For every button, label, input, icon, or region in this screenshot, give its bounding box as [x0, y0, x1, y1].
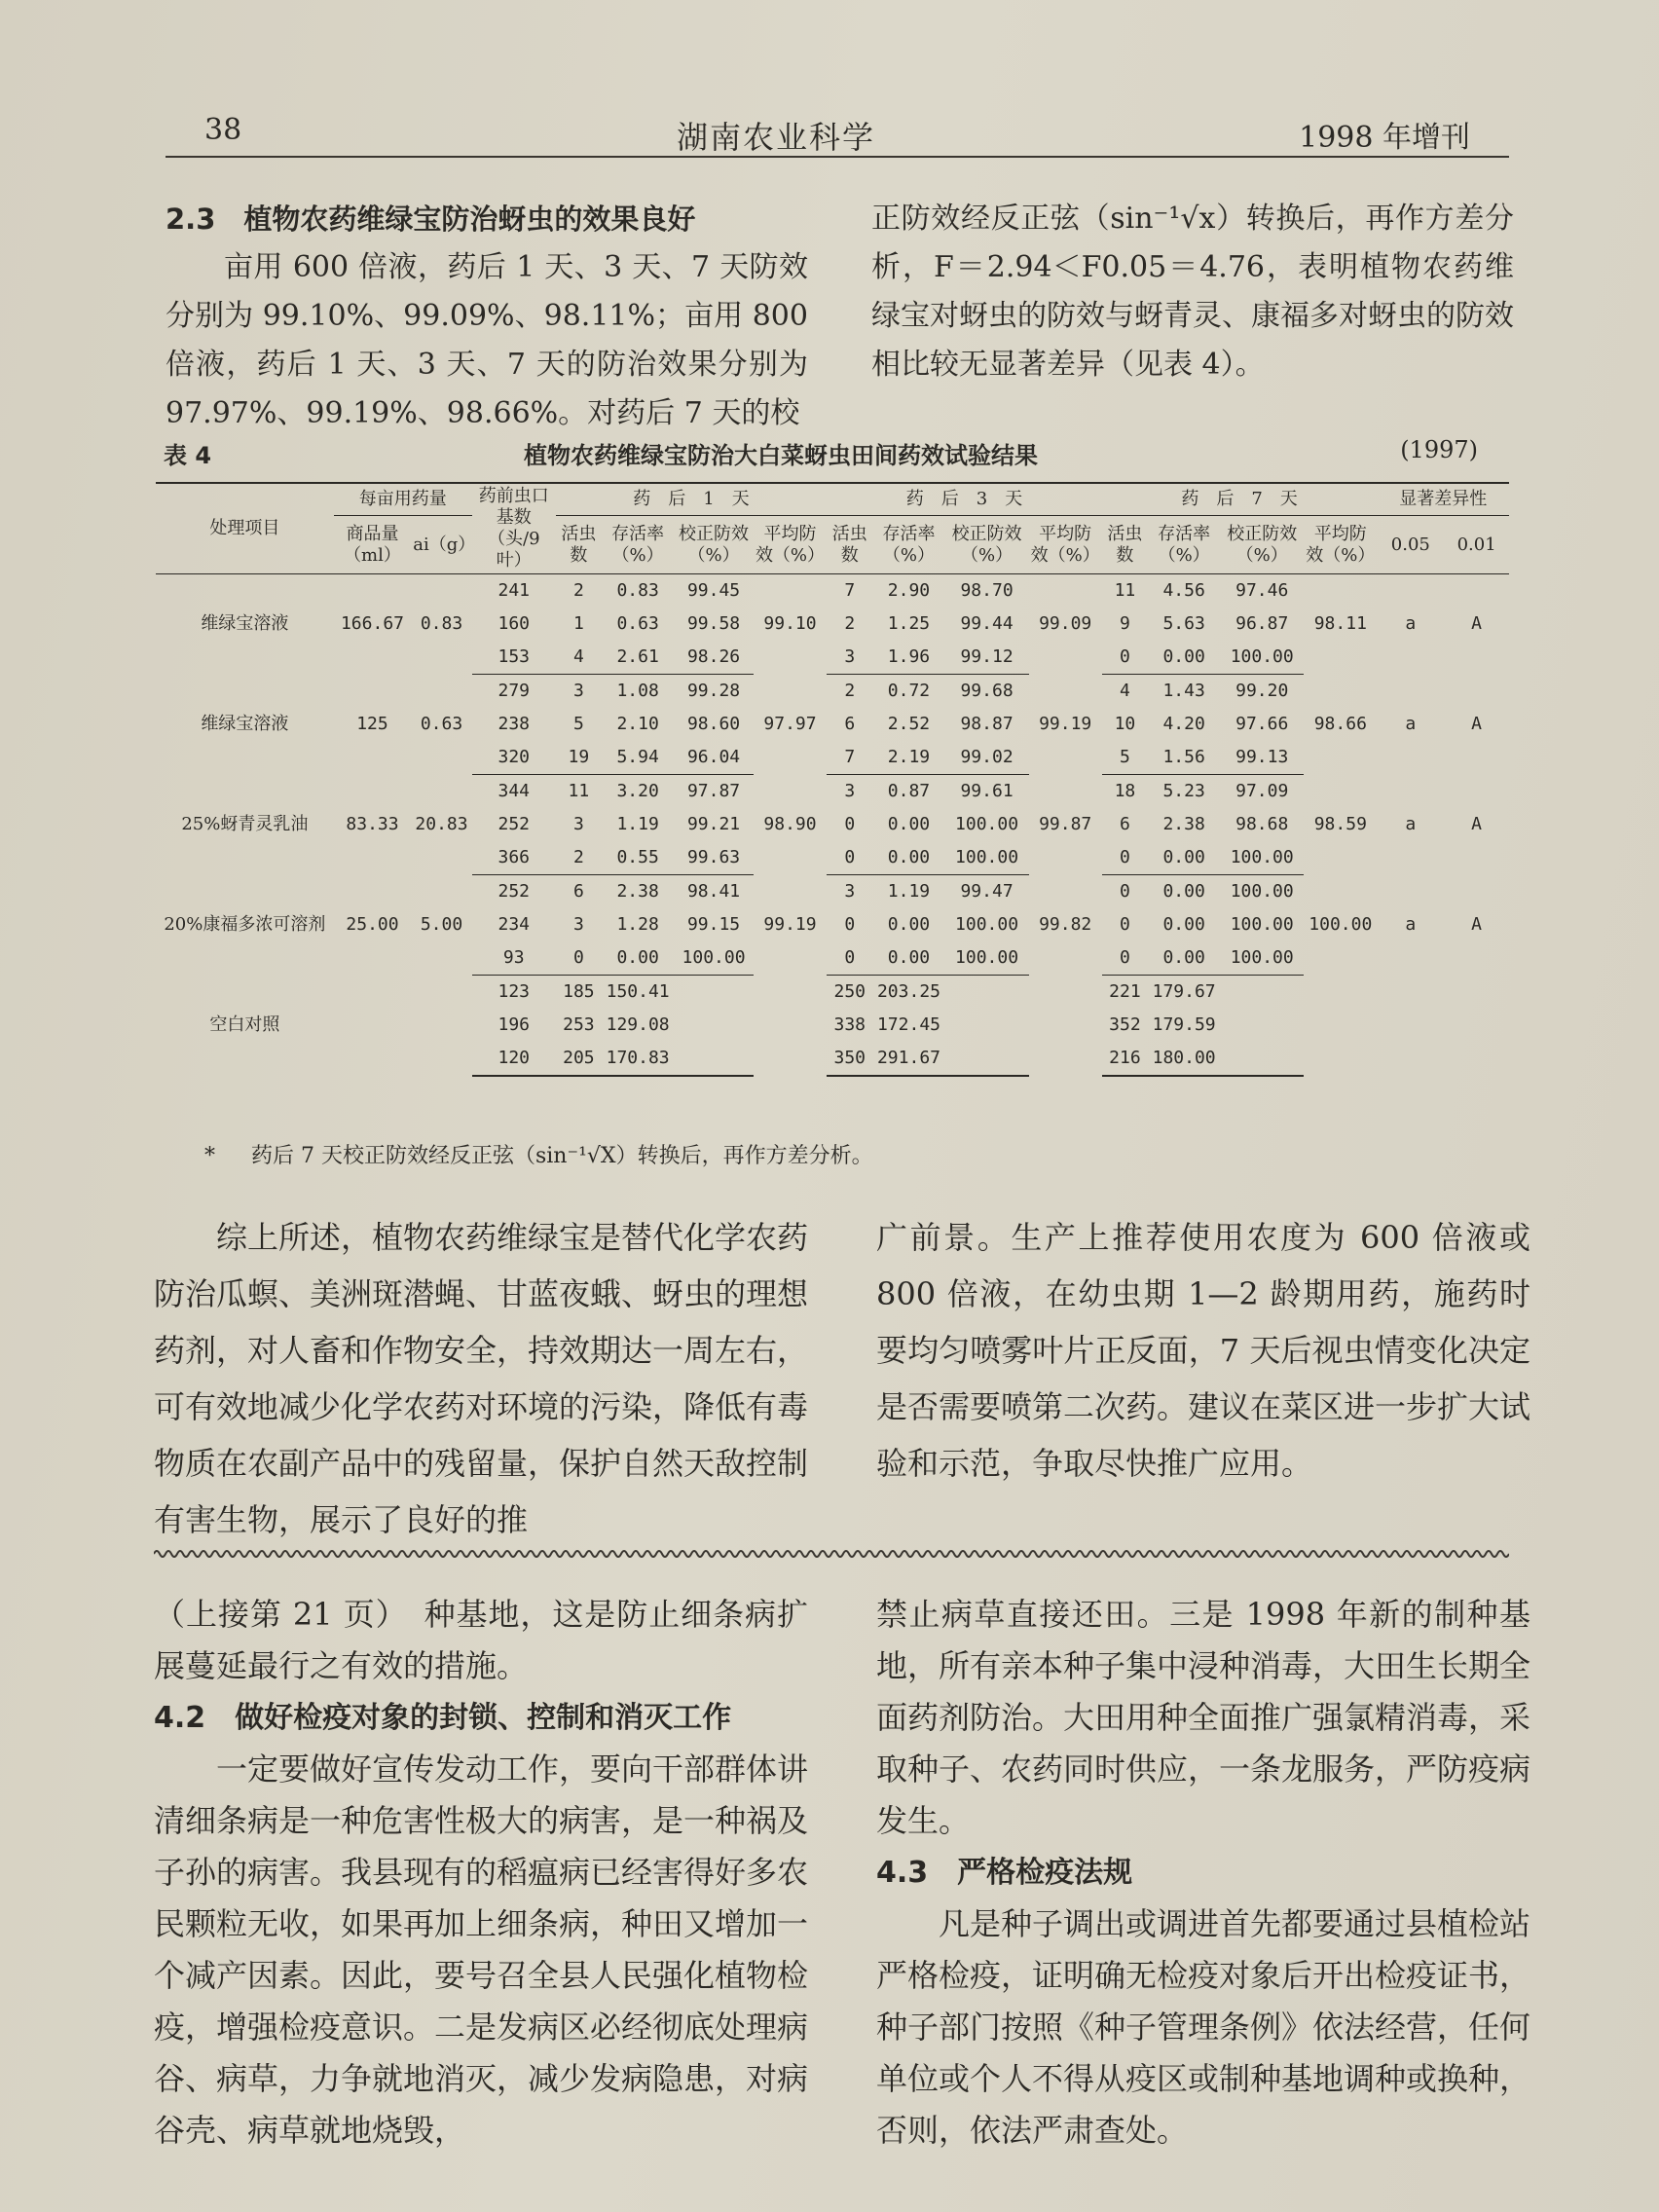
dose-ai: 0.63: [420, 714, 463, 734]
continued-intro: （上接第 21 页） 种基地，这是防止细条病扩展蔓延最行之有效的措施。: [154, 1596, 808, 1684]
d1-live: 253: [563, 1014, 595, 1035]
significance-005: a: [1405, 914, 1417, 935]
d1-average: [754, 976, 827, 1077]
header-d1-corrected: 校正防效（%）: [679, 523, 750, 566]
pre-count: 320: [472, 741, 556, 775]
d7-corrected: 99.20: [1235, 681, 1289, 701]
d1-live: 4: [556, 641, 602, 675]
d3-survival: 0.00: [887, 814, 931, 834]
d7-average: 98.11: [1313, 613, 1367, 635]
d1-corrected: 99.45: [686, 580, 741, 601]
d7-corrected: 100.00: [1220, 841, 1304, 875]
d1-corrected: 100.00: [674, 941, 754, 976]
d3-corrected: 99.47: [960, 881, 1014, 902]
d1-survival: 0.55: [602, 841, 674, 875]
significance-001: [1444, 976, 1509, 1077]
d7-survival: 4.20: [1162, 714, 1205, 734]
d1-corrected: 98.41: [686, 881, 741, 902]
conclusion-left: [154, 1209, 808, 1548]
d3-live: 7: [844, 580, 856, 601]
d3-average: 99.19: [1039, 714, 1092, 734]
d1-survival: 150.41: [606, 981, 670, 1002]
continued-right: [876, 1589, 1530, 2157]
page-number: 38: [204, 113, 242, 147]
treatment-name: 空白对照: [209, 1014, 280, 1036]
d7-live: 18: [1114, 781, 1136, 801]
d3-survival: 0.87: [887, 781, 931, 801]
table-row: [156, 775, 1509, 809]
d7-survival: 0.00: [1162, 881, 1205, 902]
d1-live: 2: [556, 841, 602, 875]
d7-corrected: 99.13: [1220, 741, 1304, 775]
d7-live: 4: [1119, 681, 1130, 701]
d7-corrected: 100.00: [1220, 941, 1304, 976]
header-d3-survival: 存活率（%）: [882, 523, 936, 566]
d1-survival: 2.38: [616, 881, 659, 902]
header-d1-live: 活虫数: [561, 523, 597, 566]
d7-corrected: [1220, 1009, 1304, 1042]
d1-live: 19: [556, 741, 602, 775]
d7-survival: 2.38: [1162, 814, 1205, 834]
d3-live: 0: [844, 814, 856, 834]
d3-survival: 172.45: [876, 1014, 940, 1035]
header-d7-corrected: 校正防效（%）: [1227, 523, 1298, 566]
header-sig-001: 0.01: [1456, 534, 1496, 555]
section-2-3-para-left: 亩用 600 倍液，药后 1 天、3 天、7 天防效分别为 99.10%、99.09%、98.11%；亩用 800 倍液，药后 1 天、3 天、7 天的防治效果分别为 97.97%、99.19%、98.66%。对药后 7 天的校: [166, 250, 808, 430]
d3-live: 350: [827, 1042, 872, 1076]
table-year: (1997): [1400, 436, 1478, 463]
d1-live: 11: [568, 781, 590, 801]
d1-corrected: 98.60: [686, 714, 741, 734]
d3-average: 99.09: [1039, 613, 1092, 635]
pre-count: 93: [472, 941, 556, 976]
d1-live: 185: [563, 981, 595, 1002]
header-dose-ai: ai（g）: [413, 534, 476, 555]
d3-survival: 291.67: [872, 1042, 944, 1076]
pre-count: 279: [498, 681, 531, 701]
d1-survival: 2.61: [602, 641, 674, 675]
d3-corrected: 100.00: [945, 941, 1029, 976]
d1-average: 99.10: [763, 613, 817, 635]
d3-average: 99.87: [1039, 814, 1092, 834]
d3-live: 2: [844, 681, 856, 701]
significance-001: A: [1471, 613, 1483, 635]
d3-corrected: 100.00: [955, 814, 1019, 834]
header-d3-live: 活虫数: [831, 523, 867, 566]
d7-live: 0: [1119, 881, 1130, 902]
pre-count: 123: [498, 981, 531, 1002]
header-day1: 药 后 1 天: [556, 483, 827, 516]
d7-live: 0: [1102, 841, 1148, 875]
section-4-3-text: 凡是种子调出或调进首先都要通过县植检站严格检疫，证明确无检疫对象后开出检疫证书，种子部门按照《种子管理条例》依法经营，任何单位或个人不得从疫区或制种基地调种或换种，否则，依法严肃查处。: [876, 1905, 1531, 2149]
d1-live: 5: [572, 714, 584, 734]
footnote-text: 药后 7 天校正防效经反正弦（sin⁻¹√X）转换后，再作方差分析。: [251, 1144, 873, 1168]
pre-count: 196: [498, 1014, 531, 1035]
section-2-3-para-right: 正防效经反正弦（sin⁻¹√x）转换后，再作方差分析，F＝2.94＜F0.05＝4.76，表明植物农药维绿宝对蚜虫的防效与蚜青灵、康福多对蚜虫的防效相比较无显著差异（见表 4）。: [871, 202, 1514, 382]
d7-corrected: 97.09: [1235, 781, 1289, 801]
d7-live: 216: [1102, 1042, 1148, 1076]
d3-live: 0: [827, 941, 872, 976]
section-4-2-title: 4.2 做好检疫对象的封锁、控制和消灭工作: [154, 1701, 732, 1735]
d7-survival: 5.23: [1162, 781, 1205, 801]
journal-name: 湖南农业科学: [677, 119, 876, 156]
pre-count: 234: [498, 914, 531, 935]
d7-survival: 180.00: [1148, 1042, 1220, 1076]
header-d3-corrected: 校正防效（%）: [951, 523, 1022, 566]
d3-corrected: 98.87: [960, 714, 1014, 734]
continued-right-text: 禁止病草直接还田。三是 1998 年新的制种基地，所有亲本种子集中浸种消毒，大田生长期全面药剂防治。大田用种全面推广强氯精消毒，采取种子、农药同时供应，一条龙服务，严防疫病发生。: [876, 1596, 1531, 1839]
table-body: [156, 574, 1509, 1077]
d7-average: 98.59: [1313, 814, 1367, 834]
d3-survival: 1.96: [872, 641, 944, 675]
d1-corrected: 99.28: [686, 681, 741, 701]
d7-survival: 0.00: [1148, 841, 1220, 875]
wavy-divider: [154, 1546, 1509, 1562]
d3-live: 7: [827, 741, 872, 775]
d7-survival: 1.43: [1162, 681, 1205, 701]
dose-product: 25.00: [346, 914, 399, 935]
header-dose-product: 商品量（ml）: [344, 523, 401, 566]
d7-corrected: 100.00: [1230, 881, 1294, 902]
d7-survival: 4.56: [1162, 580, 1205, 601]
conclusion-right-text: 广前景。生产上推荐使用农度为 600 倍液或 800 倍液，在幼虫期 1—2 龄期用药，施药时要均匀喷雾叶片正反面，7 天后视虫情变化决定是否需要喷第二次药。建议在菜区进一步扩大试验和示范，争取尽快推广应用。: [876, 1219, 1531, 1482]
d1-live: 6: [572, 881, 584, 902]
significance-005: a: [1405, 613, 1417, 635]
d3-survival: 1.25: [887, 613, 931, 634]
section-4-3-title: 4.3 严格检疫法规: [876, 1856, 1133, 1890]
d3-live: 3: [827, 641, 872, 675]
d3-survival: 0.00: [872, 941, 944, 976]
d3-corrected: [945, 1009, 1029, 1042]
d7-corrected: 100.00: [1230, 914, 1294, 935]
d3-survival: 2.19: [872, 741, 944, 775]
conclusion-left-text: 综上所述，植物农药维绿宝是替代化学农药防治瓜螟、美洲斑潜蝇、甘蓝夜蛾、蚜虫的理想药剂，对人畜和作物安全，持效期达一周左右，可有效地减少化学农药对环境的污染，降低有毒物质在农副产品中的残留量，保护自然天敌控制有害生物，展示了良好的推: [154, 1219, 809, 1538]
table-row: [156, 976, 1509, 1010]
d3-corrected: 99.44: [960, 613, 1014, 634]
header-pre-count: 药前虫口基数（头/9 叶）: [472, 483, 556, 574]
continued-left: [154, 1589, 808, 2157]
d7-average: [1304, 976, 1377, 1077]
d1-survival: 0.63: [616, 613, 659, 634]
d1-survival: 3.20: [616, 781, 659, 801]
d7-survival: 0.00: [1162, 914, 1205, 935]
d1-corrected: 99.63: [674, 841, 754, 875]
d3-live: 3: [844, 781, 856, 801]
footnote-mark: *: [204, 1144, 215, 1168]
d3-live: 338: [833, 1014, 866, 1035]
d7-survival: 0.00: [1148, 941, 1220, 976]
d3-average: 99.82: [1039, 914, 1092, 935]
d3-corrected: [945, 976, 1029, 1010]
d1-live: 205: [556, 1042, 602, 1076]
d1-survival: 0.00: [602, 941, 674, 976]
table-label: 表 4: [164, 442, 212, 469]
d1-live: 3: [572, 914, 584, 935]
d7-live: 10: [1114, 714, 1136, 734]
conclusion-right: [876, 1209, 1530, 1492]
d1-average: 98.90: [763, 814, 817, 834]
d3-live: 250: [833, 981, 866, 1002]
d7-live: 0: [1119, 914, 1130, 935]
d1-corrected: 99.15: [686, 914, 741, 935]
section-2-3-left: [166, 195, 808, 438]
significance-001: A: [1471, 714, 1483, 734]
table-title: 植物农药维绿宝防治大白菜蚜虫田间药效试验结果: [524, 442, 1038, 469]
d7-live: 0: [1102, 641, 1148, 675]
dose-ai: 0.83: [420, 613, 463, 635]
header-day7: 药 后 7 天: [1102, 483, 1378, 516]
significance-005: a: [1405, 814, 1417, 834]
significance-001: A: [1471, 814, 1483, 834]
section-4-2-text: 一定要做好宣传发动工作，要向干部群体讲清细条病是一种危害性极大的病害，是一种祸及子孙的病害。我县现有的稻瘟病已经害得好多农民颗粒无收，如果再加上细条病，种田又增加一个减产因素。因此，要号召全县人民强化植物检疫，增强检疫意识。二是发病区必经彻底处理病谷、病草，力争就地消灭，减少发病隐患，对病谷壳、病草就地烧毁，: [154, 1751, 809, 2149]
d1-survival: 1.08: [616, 681, 659, 701]
d7-corrected: [1220, 976, 1304, 1010]
d7-live: 0: [1102, 941, 1148, 976]
d1-survival: 0.83: [616, 580, 659, 601]
section-2-3-title: 2.3 植物农药维绿宝防治蚜虫的效果良好: [166, 203, 696, 236]
d3-corrected: 99.12: [945, 641, 1029, 675]
d3-survival: 0.00: [872, 841, 944, 875]
d1-live: 2: [572, 580, 584, 601]
pre-count: 344: [498, 781, 531, 801]
d3-survival: 203.25: [876, 981, 940, 1002]
d1-survival: 5.94: [602, 741, 674, 775]
d1-live: 3: [572, 814, 584, 834]
header-d7-live: 活虫数: [1107, 523, 1143, 566]
d1-live: 3: [572, 681, 584, 701]
treatment-name: 20%康福多浓可溶剂: [164, 914, 326, 935]
d3-corrected: 100.00: [945, 841, 1029, 875]
d3-corrected: 99.61: [960, 781, 1014, 801]
d1-survival: 129.08: [606, 1014, 670, 1035]
header-d1-average: 平均防效（%）: [755, 523, 826, 566]
header-significance: 显著差异性: [1377, 483, 1509, 516]
header-treatment: 处理项目: [156, 483, 334, 574]
header-d7-survival: 存活率（%）: [1158, 523, 1211, 566]
d1-live: 0: [556, 941, 602, 976]
header-d7-average: 平均防效（%）: [1306, 523, 1376, 566]
d3-survival: 1.19: [887, 881, 931, 902]
d3-corrected: 99.68: [960, 681, 1014, 701]
d3-live: 6: [844, 714, 856, 734]
d3-corrected: 98.70: [960, 580, 1014, 601]
d7-corrected: [1220, 1042, 1304, 1076]
issue-label: 1998 年增刊: [1299, 121, 1470, 155]
d3-live: 0: [827, 841, 872, 875]
d7-corrected: 97.66: [1235, 714, 1289, 734]
d1-corrected: [674, 1042, 754, 1076]
pre-count: 238: [498, 714, 531, 734]
d1-corrected: 96.04: [674, 741, 754, 775]
d7-corrected: 97.46: [1235, 580, 1289, 601]
header-day3: 药 后 3 天: [827, 483, 1102, 516]
d3-live: 0: [844, 914, 856, 935]
header-d3-average: 平均防效（%）: [1030, 523, 1100, 566]
d1-corrected: 98.26: [674, 641, 754, 675]
table-footnote: [204, 1139, 873, 1169]
d7-live: 9: [1119, 613, 1130, 634]
d3-corrected: [945, 1042, 1029, 1076]
d1-survival: 170.83: [602, 1042, 674, 1076]
d7-average: 100.00: [1309, 914, 1373, 935]
treatment-name: 维绿宝溶液: [201, 613, 289, 635]
pre-count: 241: [498, 580, 531, 601]
d7-survival: 179.67: [1152, 981, 1216, 1002]
d7-live: 5: [1102, 741, 1148, 775]
d7-corrected: 96.87: [1235, 613, 1289, 634]
dose-product: 125: [356, 714, 388, 734]
d1-average: 97.97: [763, 714, 817, 734]
d1-survival: 2.10: [616, 714, 659, 734]
d3-live: 2: [844, 613, 856, 634]
header-dose: 每亩用药量: [334, 483, 472, 516]
d7-live: 6: [1119, 814, 1130, 834]
d7-survival: 5.63: [1162, 613, 1205, 634]
d1-corrected: [674, 1009, 754, 1042]
section-2-3-right: [871, 195, 1514, 389]
dose-ai: 20.83: [415, 814, 468, 834]
d3-average: [1029, 976, 1102, 1077]
dose-product: [334, 976, 412, 1077]
significance-001: A: [1471, 914, 1483, 935]
d3-corrected: 99.02: [945, 741, 1029, 775]
d7-survival: 0.00: [1148, 641, 1220, 675]
pre-count: 120: [472, 1042, 556, 1076]
significance-005: a: [1405, 714, 1417, 734]
d7-survival: 179.59: [1152, 1014, 1216, 1035]
treatment-name: 维绿宝溶液: [201, 714, 289, 734]
table-row: [156, 875, 1509, 909]
efficacy-table: [156, 482, 1509, 1077]
pre-count: 252: [498, 881, 531, 902]
significance-005: [1377, 976, 1444, 1077]
table-row: [156, 675, 1509, 709]
dose-ai: [411, 976, 472, 1077]
header-sig-005: 0.05: [1390, 534, 1430, 555]
d3-corrected: 100.00: [955, 914, 1019, 935]
d1-live: 1: [572, 613, 584, 634]
d3-survival: 2.90: [887, 580, 931, 601]
running-header: [166, 105, 1509, 158]
d3-survival: 0.72: [887, 681, 931, 701]
header-d1-survival: 存活率（%）: [611, 523, 665, 566]
dose-ai: 5.00: [420, 914, 463, 935]
d1-corrected: 97.87: [686, 781, 741, 801]
d1-corrected: [674, 976, 754, 1010]
dose-product: 83.33: [346, 814, 399, 834]
table-row: [156, 574, 1509, 608]
dose-product: 166.67: [340, 613, 404, 635]
d3-live: 3: [844, 881, 856, 902]
pre-count: 160: [498, 613, 531, 634]
d1-survival: 1.28: [616, 914, 659, 935]
d7-live: 221: [1109, 981, 1141, 1002]
d3-survival: 0.00: [887, 914, 931, 935]
d7-corrected: 100.00: [1220, 641, 1304, 675]
pre-count: 366: [472, 841, 556, 875]
d7-survival: 1.56: [1148, 741, 1220, 775]
d7-live: 11: [1114, 580, 1136, 601]
d7-corrected: 98.68: [1235, 814, 1289, 834]
d1-average: 99.19: [763, 914, 817, 935]
pre-count: 153: [472, 641, 556, 675]
d1-survival: 1.19: [616, 814, 659, 834]
d7-live: 352: [1109, 1014, 1141, 1035]
d1-corrected: 99.58: [686, 613, 741, 634]
d7-average: 98.66: [1313, 714, 1367, 734]
d1-corrected: 99.21: [686, 814, 741, 834]
pre-count: 252: [498, 814, 531, 834]
table-caption-row: [154, 436, 1507, 475]
d3-survival: 2.52: [887, 714, 931, 734]
treatment-name: 25%蚜青灵乳油: [181, 814, 309, 834]
